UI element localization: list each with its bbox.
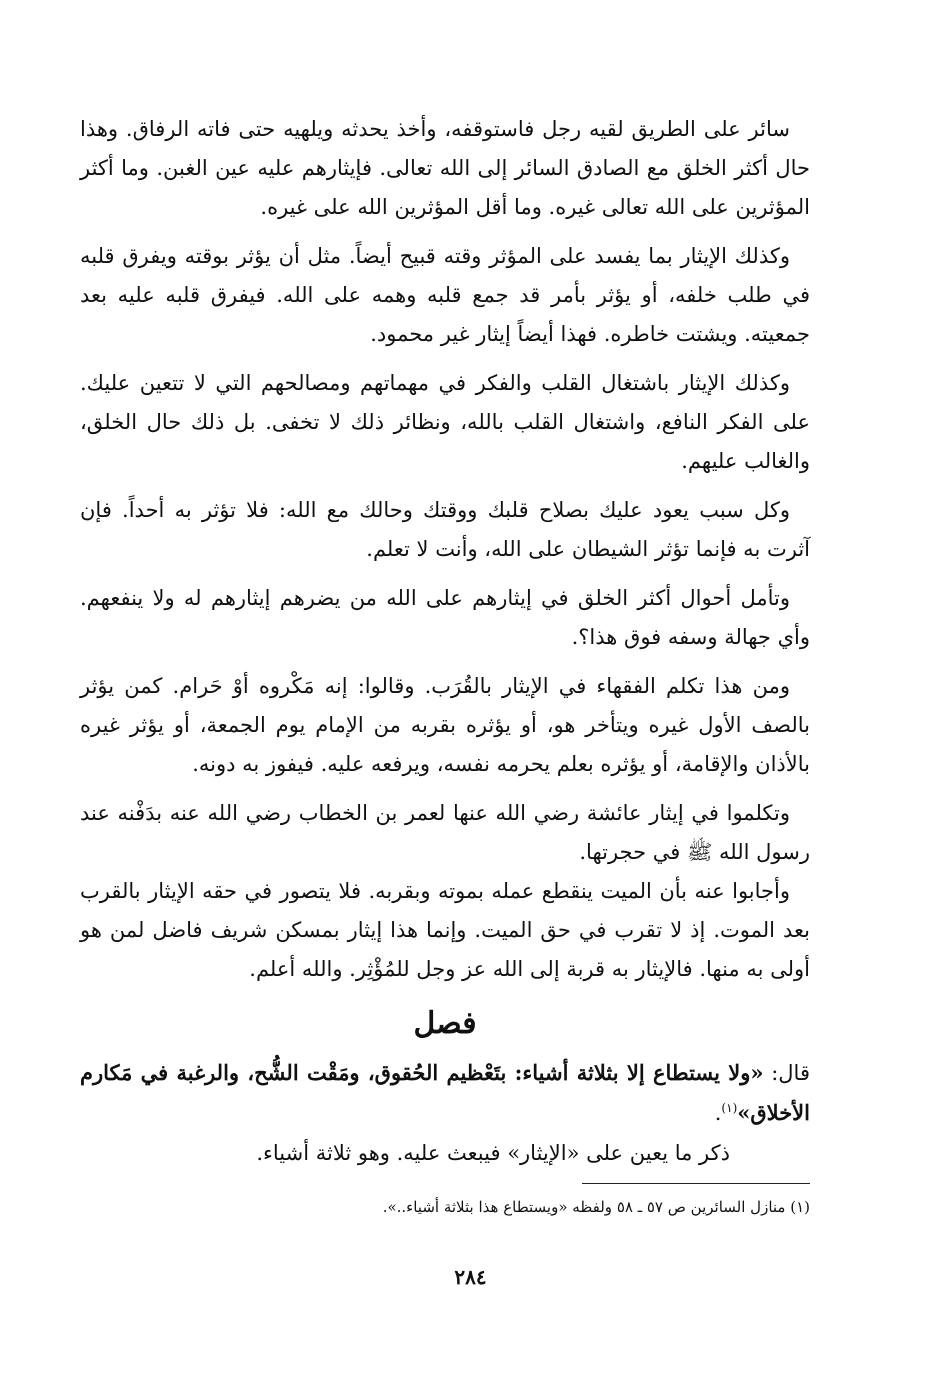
quote-text: «ولا يستطاع إلا بثلاثة أشياء: بتَعْظيم الحُقوق، ومَقْت الشُّح، والرغبة في مَكارم الأخلاق» [80,1060,810,1125]
quote-end: . [714,1101,722,1125]
paragraph-4: وكل سبب يعود عليك بصلاح قلبك ووقتك وحالك مع الله: فلا تؤثر به أحداً. فإن آثرت به فإنما تؤثر الشيطان على الله، وأنت لا تعلم. [80,498,810,561]
page-number: ٢٨٤ [454,1265,487,1289]
paragraph-7: وتكلموا في إيثار عائشة رضي الله عنها لعمر بن الخطاب رضي الله عنه بدَفْنه عند رسول الله ﷺ في حجرتها. [80,801,810,864]
paragraph-2: وكذلك الإيثار بما يفسد على المؤثر وقته قبيح أيضاً. مثل أن يؤثر بوقته ويفرق قلبه في طلب خلفه، أو يؤثر بأمر قد جمع قلبه وهمه على الله. فيفرق قلبه عليه بعد جمعيته. ويشتت خاطره. فهذا أيضاً إيثار غير محمود. [80,244,810,346]
paragraph-5: وتأمل أحوال أكثر الخلق في إيثارهم على الله من يضرهم إيثارهم له ولا ينفعهم. وأي جهالة وسفه فوق هذا؟. [80,586,810,649]
footnote-divider [582,1183,810,1184]
quote-paragraph [80,1053,810,1133]
footnote-reference: (١) [721,1101,738,1115]
after-quote-text: ذكر ما يعين على «الإيثار» فيبعث عليه. وهو ثلاثة أشياء. [256,1141,730,1165]
footnote: (١) منازل السائرين ص ٥٧ ـ ٥٨ ولفظه «ويستطاع هذا بثلاثة أشياء..». [382,1198,810,1216]
paragraph-3: وكذلك الإيثار باشتغال القلب والفكر في مهماتهم ومصالحهم التي لا تتعين عليك. على الفكر النافع، واشتغال القلب بالله، ونظائر ذلك لا تخفى. بل ذلك حال الخلق، والغالب عليهم. [80,371,810,473]
quote-intro: قال: [763,1061,810,1085]
section-heading: فصل [413,1006,477,1041]
paragraph-8: وأجابوا عنه بأن الميت ينقطع عمله بموته وبقربه. فلا يتصور في حقه الإيثار بالقرب بعد الموت. إذ لا تقرب في حق الميت. وإنما هذا إيثار بمسكن شريف فاضل لمن هو أولى به منها. فالإيثار به قربة إلى الله عز وجل للمُؤْثِر. والله أعلم. [80,879,810,981]
page-body [80,110,810,1173]
paragraph-6: ومن هذا تكلم الفقهاء في الإيثار بالقُرَب. وقالوا: إنه مَكْروه أوْ حَرام. كمن يؤثر بالصف الأول غيره ويتأخر هو، أو يؤثره بقربه من الإمام يوم الجمعة، أو يؤثر غيره بالأذان والإقامة، أو يؤثره بعلم يحرمه نفسه، ويرفعه عليه. فيفوز به دونه. [80,674,810,776]
paragraph-1: سائر على الطريق لقيه رجل فاستوقفه، وأخذ يحدثه ويلهيه حتى فاته الرفاق. وهذا حال أكثر الخلق مع الصادق السائر إلى الله تعالى. فإيثارهم عليه عين الغبن. وما أكثر المؤثرين على الله تعالى غيره. وما أقل المؤثرين الله على غيره. [80,117,810,219]
